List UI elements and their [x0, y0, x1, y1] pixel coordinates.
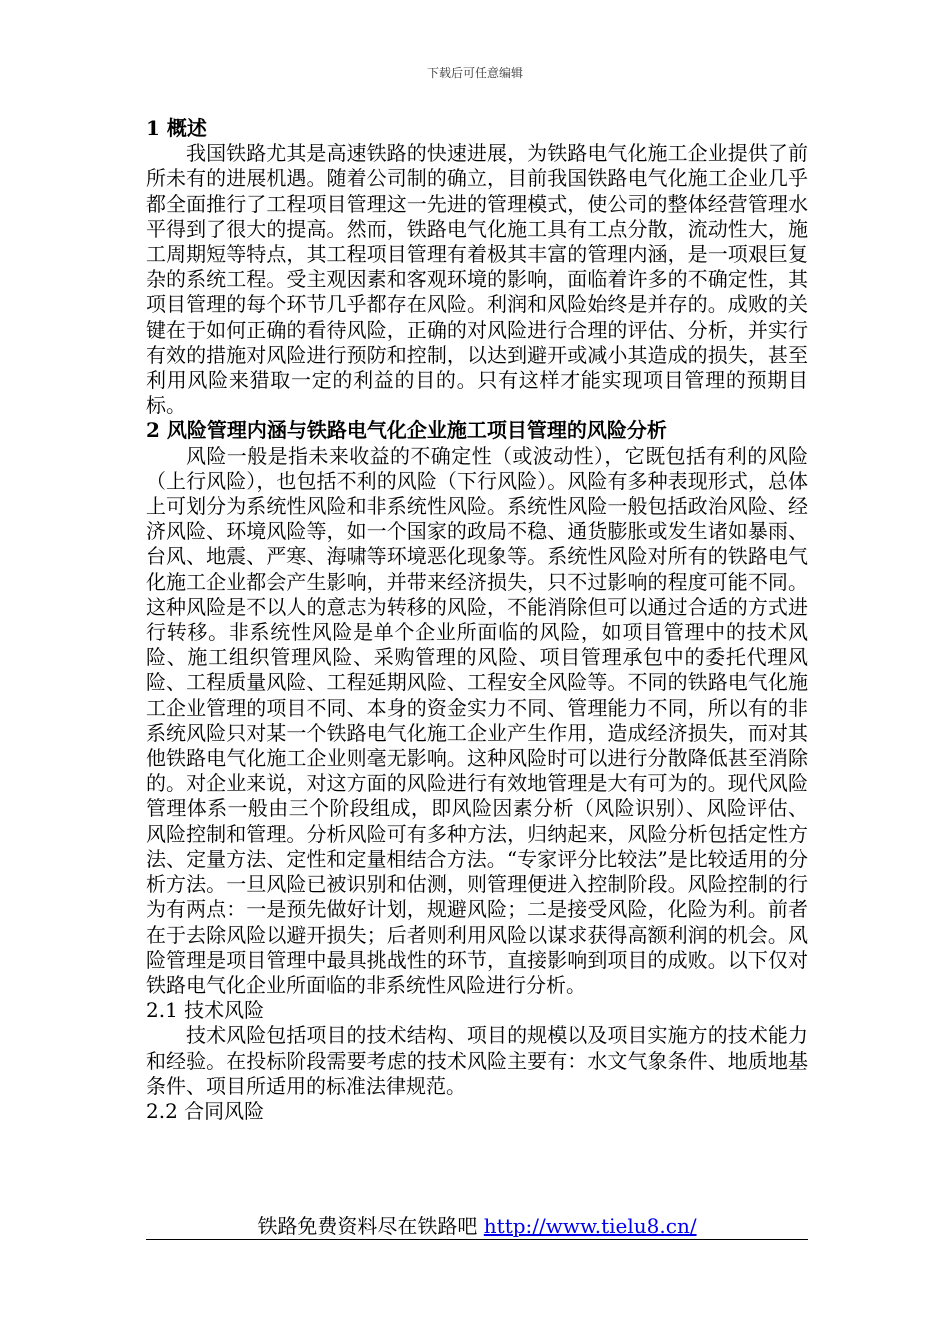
section-heading: 2 风险管理内涵与铁路电气化企业施工项目管理的风险分析	[146, 418, 667, 443]
paragraph: 我国铁路尤其是高速铁路的快速进展，为铁路电气化施工企业提供了前所未有的进展机遇。随着公司制的确立，目前我国铁路电气化施工企业几乎都全面推行了工程项目管理这一先进的管理模式，使公司的整体经营管理水平得到了很大的提高。然而，铁路电气化施工具有工点分散，流动性大，施工周期短等特点，其工程项目管理有着极其丰富的管理内涵，是一项艰巨复杂的系统工程。受主观因素和客观环境的影响，面临着许多的不确定性，其项目管理的每个环节几乎都存在风险。利润和风险始终是并存的。成败的关键在于如何正确的看待风险，正确的对风险进行合理的评估、分析，并实行有效的措施对风险进行预防和控制，以达到避开或减小其造成的损失，甚至利用风险来猎取一定的利益的目的。只有这样才能实现项目管理的预期目标。	[146, 141, 808, 418]
subsection-heading: 2.2 合同风险	[146, 1098, 265, 1123]
footer-text: 铁路免费资料尽在铁路吧	[257, 1214, 484, 1238]
footer-rule	[146, 1239, 808, 1240]
paragraph: 风险一般是指未来收益的不确定性（或波动性），它既包括有利的风险（上行风险），也包括不利的风险（下行风险）。风险有多种表现形式，总体上可划分为系统性风险和非系统性风险。系统性风险一般包括政治风险、经济风险、环境风险等，如一个国家的政局不稳、通货膨胀或发生诸如暴雨、台风、地震、严寒、海啸等环境恶化现象等。系统性风险对所有的铁路电气化施工企业都会产生影响，并带来经济损失，只不过影响的程度可能不同。这种风险是不以人的意志为转移的风险，不能消除但可以通过合适的方式进行转移。非系统性风险是单个企业所面临的风险，如项目管理中的技术风险、施工组织管理风险、采购管理的风险、项目管理承包中的委托代理风险、工程质量风险、工程延期风险、工程安全风险等。不同的铁路电气化施工企业管理的项目不同、本身的资金实力不同、管理能力不同，所以有的非系统风险只对某一个铁路电气化施工企业产生作用，造成经济损失，而对其他铁路电气化施工企业则毫无影响。这种风险时可以进行分散降低甚至消除的。对企业来说，对这方面的风险进行有效地管理是大有可为的。现代风险管理体系一般由三个阶段组成，即风险因素分析（风险识别）、风险评估、风险控制和管理。分析风险可有多种方法，归纳起来，风险分析包括定性方法、定量方法、定性和定量相结合方法。“专家评分比较法”是比较适用的分析方法。一旦风险已被识别和估测，则管理便进入控制阶段。风险控制的行为有两点：一是预先做好计划，规避风险；二是接受风险，化险为利。前者在于去除风险以避开损失；后者则利用风险以谋求获得高额利润的机会。风险管理是项目管理中最具挑战性的环节，直接影响到项目的成败。以下仅对铁路电气化企业所面临的非系统性风险进行分析。	[146, 443, 808, 997]
subsection-heading: 2.1 技术风险	[146, 998, 265, 1023]
section-heading: 1 概述	[146, 116, 207, 140]
footer-link[interactable]: http://www.tielu8.cn/	[483, 1214, 697, 1238]
paragraph: 技术风险包括项目的技术结构、项目的规模以及项目实施方的技术能力和经验。在投标阶段需要考虑的技术风险主要有：水文气象条件、地质地基条件、项目所适用的标准法律规范。	[146, 1023, 808, 1098]
page-header: 下载后可任意编辑	[426, 66, 523, 80]
page-footer	[146, 1213, 808, 1239]
document-body	[146, 116, 808, 1124]
